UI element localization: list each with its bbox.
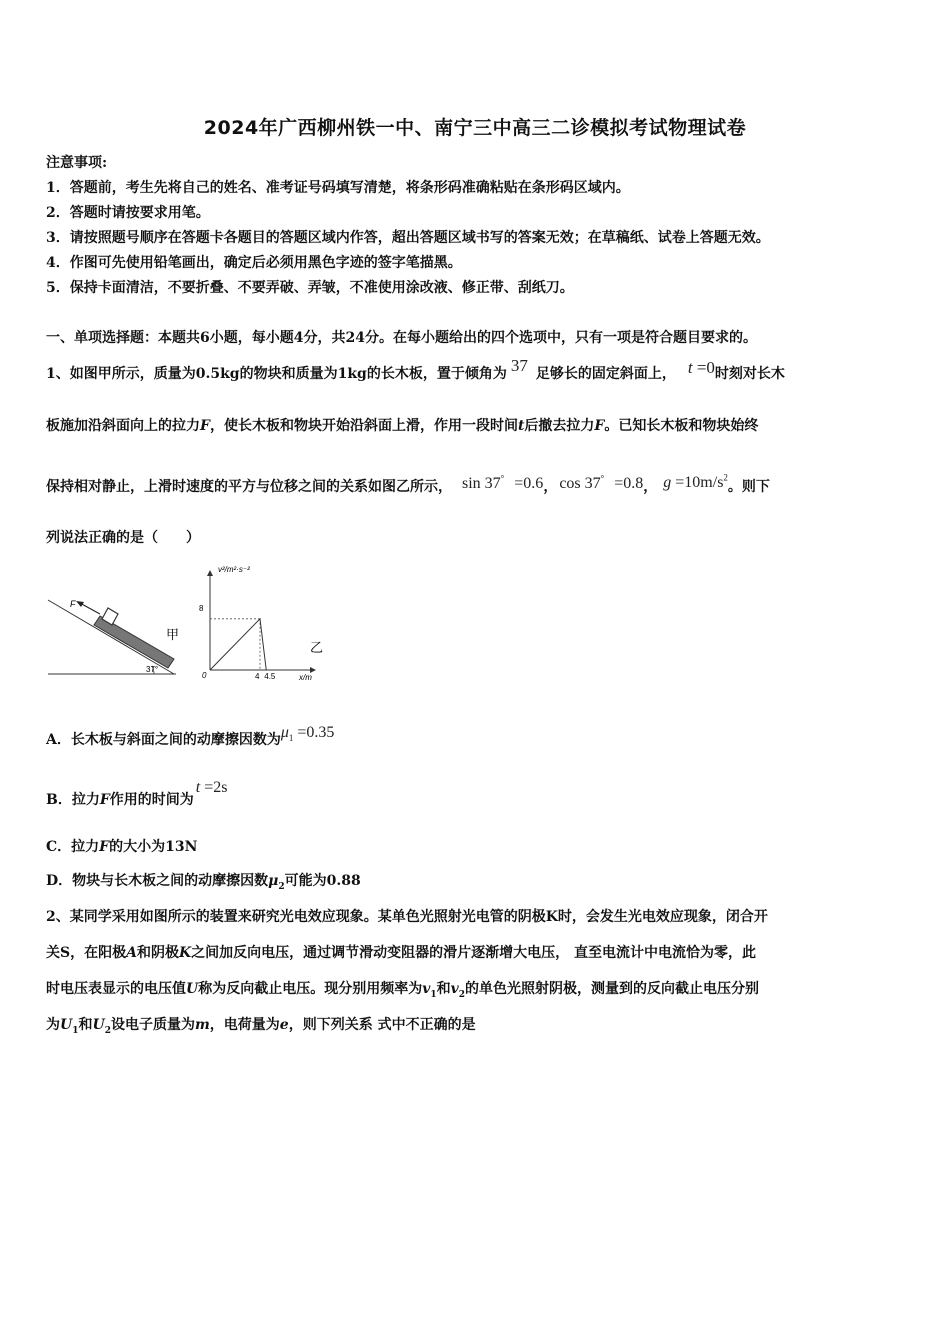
q1-line-4: 列说法正确的是（ ） (46, 530, 200, 546)
chart-axes (207, 570, 316, 673)
force-arrow-head (76, 601, 84, 607)
q1-line-2: 板施加沿斜面向上的拉力F，使长木板和物块开始沿斜面上滑，作用一段时间t后撤去拉力F。已知长木板和物块始终 (46, 418, 759, 434)
notice-item-4: 4．作图可先使用铅笔画出，确定后必须用黑色字迹的签字笔描黑。 (46, 255, 462, 271)
q1-line-3: 保持相对静止，上滑时速度的平方与位移之间的关系如图乙所示， sin 37° =0.6， cos 37° =0.8， $g =10m/s^2$。则下 (46, 472, 770, 495)
q2-line-1: 2、某同学采用如图所示的装置来研究光电效应现象。某单色光照射光电管的阴极K时，会发生光电效应现象，闭合开 (46, 909, 768, 925)
q2-line-4: 为$U_1$和$U_2$设电子质量为m，电荷量为e，则下列关系 式中不正确的是 (46, 1017, 476, 1036)
notice-heading: 注意事项: (46, 155, 108, 171)
x-tick-4.5: 4.5 (264, 672, 276, 681)
gravity-g: $g =10m/s^2$ (663, 472, 728, 491)
notice-item-1: 1．答题前，考生先将自己的姓名、准考证号码填写清楚，将条形码准确粘贴在条形码区域内。 (46, 180, 630, 196)
figure-yi-caption: 乙 (310, 640, 324, 655)
figure-yi-chart (196, 560, 336, 685)
section-heading: 一、单项选择题：本题共6小题，每小题4分，共24分。在每小题给出的四个选项中，只有一项是符合题目要求的。 (46, 330, 757, 346)
q2-line-2: 关S，在阳极A和阴极K之间加反向电压，通过调节滑动变阻器的滑片逐渐增大电压， 直至电流计中电流恰为零，此 (46, 945, 757, 961)
figure-jia-caption: 甲 (166, 627, 180, 642)
cos-37: cos 37° =0.8 (559, 473, 644, 492)
figure-jia-incline (46, 592, 196, 680)
option-c: C．拉力F的大小为13N (46, 839, 198, 855)
y-axis-label: v²/m²·s⁻² (218, 565, 250, 574)
q2-line-3: 时电压表显示的电压值U称为反向截止电压。现分别用频率为$v_1$和$v_2$的单色光照射阴极，测量到的反向截止电压分别 (46, 981, 760, 1000)
x-tick-4: 4 (255, 672, 260, 681)
force-label: F (70, 599, 76, 609)
long-board (94, 616, 174, 668)
v2-x-series-line (210, 619, 266, 670)
notice-item-2: 2．答题时请按要求用笔。 (46, 205, 210, 221)
notice-item-3: 3．请按照题号顺序在答题卡各题目的答题区域内作答，超出答题区域书写的答案无效；在草稿纸、试卷上答题无效。 (46, 230, 770, 246)
option-b: B．拉力F作用的时间为t =2s (46, 779, 228, 808)
angle-label: 37° (146, 665, 159, 674)
sin-37: sin 37° =0.6 (462, 473, 544, 492)
x-axis-label: x/m (299, 673, 312, 682)
option-d: D．物块与长木板之间的动摩擦因数$\mu_2$可能为0.88 (46, 873, 361, 892)
origin-label: 0 (202, 671, 207, 680)
y-axis-arrow (207, 570, 213, 576)
angle-37: 37 (510, 356, 528, 375)
y-tick-8: 8 (199, 604, 204, 613)
option-a: A．长木板与斜面之间的动摩擦因数为$\mu_1 =0.35$ (46, 724, 335, 748)
page-title: 2024年广西柳州铁一中、南宁三中高三二诊模拟考试物理试卷 (203, 117, 747, 139)
notice-item-5: 5．保持卡面清洁，不要折叠、不要弄破、弄皱，不准使用涂改液、修正带、刮纸刀。 (46, 280, 574, 296)
q1-line-1: 1、如图甲所示，质量为0.5kg的物块和质量为1kg的长木板，置于倾角为 37 足够长的固定斜面上， t =0时刻对长木 (46, 356, 785, 382)
